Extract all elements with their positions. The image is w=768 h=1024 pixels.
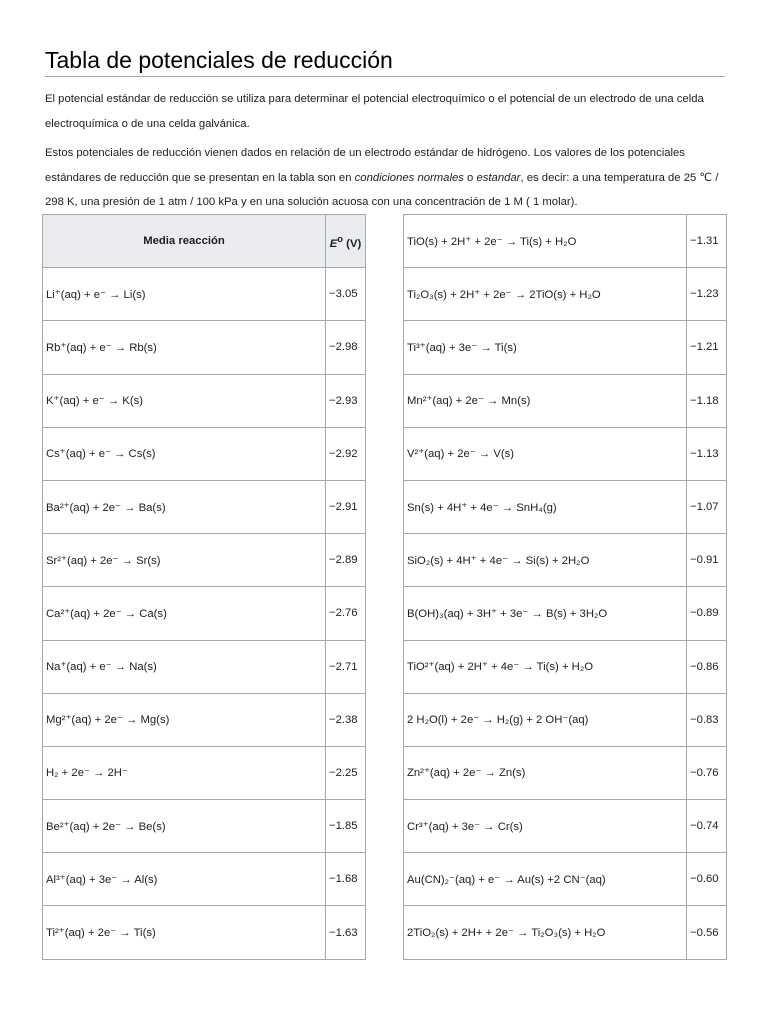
table-row — [43, 427, 366, 480]
page-title: Tabla de potenciales de reducción — [45, 46, 725, 77]
potential-cell: −0.60 — [687, 853, 727, 906]
table-row — [43, 693, 366, 746]
table-row — [43, 800, 366, 853]
table-row — [404, 268, 727, 321]
potential-sup: o — [337, 232, 344, 244]
potential-cell: −1.18 — [687, 374, 727, 427]
table-row — [43, 746, 366, 799]
table-row — [404, 480, 727, 533]
table-row — [43, 853, 366, 906]
table-row — [404, 587, 727, 640]
reaction-cell: Na⁺(aq) + e⁻ → Na(s) — [43, 640, 326, 693]
reaction-cell: Ti₂O₃(s) + 2H⁺ + 2e⁻ → 2TiO(s) + H₂O — [404, 268, 687, 321]
table-row — [404, 640, 727, 693]
reaction-cell: Be²⁺(aq) + 2e⁻ → Be(s) — [43, 800, 326, 853]
potential-cell: −1.21 — [687, 321, 727, 374]
potential-cell: −1.68 — [326, 853, 366, 906]
potential-cell: −0.89 — [687, 587, 727, 640]
reaction-cell: Sr²⁺(aq) + 2e⁻ → Sr(s) — [43, 534, 326, 587]
potential-cell: −0.74 — [687, 800, 727, 853]
reaction-cell: TiO²⁺(aq) + 2H⁺ + 4e⁻ → Ti(s) + H₂O — [404, 640, 687, 693]
table-row — [43, 321, 366, 374]
potential-symbol: E — [329, 237, 338, 250]
table-row — [404, 534, 727, 587]
potential-cell: −2.76 — [326, 587, 366, 640]
reaction-cell: Ba²⁺(aq) + 2e⁻ → Ba(s) — [43, 480, 326, 533]
potentials-table-right — [403, 214, 727, 960]
conditions-paragraph — [45, 141, 735, 215]
table-row — [43, 587, 366, 640]
potential-cell: −2.98 — [326, 321, 366, 374]
reaction-cell: Al³⁺(aq) + 3e⁻ → Al(s) — [43, 853, 326, 906]
table-row — [404, 321, 727, 374]
header-potential — [326, 215, 366, 268]
reaction-cell: Cs⁺(aq) + e⁻ → Cs(s) — [43, 427, 326, 480]
potential-cell: −2.91 — [326, 480, 366, 533]
potential-cell: −0.91 — [687, 534, 727, 587]
table-row — [404, 800, 727, 853]
table-row — [404, 374, 727, 427]
conditions-text-1: Estos potenciales de reducción vienen dados en relación de un electrodo estándar de hidrógeno. Los valores de los potenciales estándares de reducción que se presentan en la tabla son en — [45, 147, 685, 184]
potential-unit: (V) — [343, 237, 362, 250]
reaction-cell: Zn²⁺(aq) + 2e⁻ → Zn(s) — [404, 746, 687, 799]
reaction-cell: Cr³⁺(aq) + 3e⁻ → Cr(s) — [404, 800, 687, 853]
header-reaction: Media reacción — [43, 215, 326, 268]
reaction-cell: H₂ + 2e⁻ → 2H⁻ — [43, 746, 326, 799]
reaction-cell: 2 H₂O(l) + 2e⁻ → H₂(g) + 2 OH⁻(aq) — [404, 693, 687, 746]
reaction-cell: Ti²⁺(aq) + 2e⁻ → Ti(s) — [43, 906, 326, 959]
potential-cell: −2.25 — [326, 746, 366, 799]
table-header-row — [43, 215, 366, 268]
potential-cell: −0.86 — [687, 640, 727, 693]
potentials-table-left — [42, 214, 366, 960]
potential-cell: −2.38 — [326, 693, 366, 746]
table-row — [404, 427, 727, 480]
potential-cell: −1.23 — [687, 268, 727, 321]
table-row — [404, 746, 727, 799]
reaction-cell: Sn(s) + 4H⁺ + 4e⁻ → SnH₄(g) — [404, 480, 687, 533]
potential-cell: −1.07 — [687, 480, 727, 533]
reaction-cell: Au(CN)₂⁻(aq) + e⁻ → Au(s) +2 CN⁻(aq) — [404, 853, 687, 906]
potential-cell: −3.05 — [326, 268, 366, 321]
potential-cell: −1.63 — [326, 906, 366, 959]
conditions-text-2: o — [463, 171, 477, 184]
table-row — [404, 693, 727, 746]
potential-cell: −2.89 — [326, 534, 366, 587]
conditions-text-3: , es decir: a una temperatura de 25 ℃ / 298 K, una presión de 1 atm / 100 kPa y en una solución acuosa con una concentración de 1 M ( 1 molar). — [45, 171, 719, 208]
link-condiciones-normales[interactable]: condiciones normales — [354, 171, 464, 184]
potential-cell: −1.85 — [326, 800, 366, 853]
reaction-cell: 2TiO₂(s) + 2H+ + 2e⁻ → Ti₂O₃(s) + H₂O — [404, 906, 687, 959]
potential-cell: −2.71 — [326, 640, 366, 693]
table-row — [43, 640, 366, 693]
reaction-cell: Mn²⁺(aq) + 2e⁻ → Mn(s) — [404, 374, 687, 427]
potential-cell: −0.56 — [687, 906, 727, 959]
potential-cell: −0.83 — [687, 693, 727, 746]
potential-cell: −0.76 — [687, 746, 727, 799]
table-row — [404, 906, 727, 959]
potential-cell: −1.31 — [687, 215, 727, 268]
reaction-cell: V²⁺(aq) + 2e⁻ → V(s) — [404, 427, 687, 480]
reaction-cell: B(OH)₃(aq) + 3H⁺ + 3e⁻ → B(s) + 3H₂O — [404, 587, 687, 640]
table-row — [43, 268, 366, 321]
potential-cell: −2.92 — [326, 427, 366, 480]
table-row — [43, 480, 366, 533]
intro-paragraph: El potencial estándar de reducción se utiliza para determinar el potencial electroquímico o el potencial de un electrodo de una celda electroquímica o de una celda galvánica. — [45, 93, 704, 130]
reaction-cell: TiO(s) + 2H⁺ + 2e⁻ → Ti(s) + H₂O — [404, 215, 687, 268]
reaction-cell: Ca²⁺(aq) + 2e⁻ → Ca(s) — [43, 587, 326, 640]
table-row — [43, 374, 366, 427]
potential-cell: −1.13 — [687, 427, 727, 480]
link-estandar[interactable]: estandar — [476, 171, 521, 184]
table-row — [43, 534, 366, 587]
table-row — [43, 906, 366, 959]
table-row — [404, 853, 727, 906]
table-row — [404, 215, 727, 268]
reaction-cell: Li⁺(aq) + e⁻ → Li(s) — [43, 268, 326, 321]
reaction-cell: Rb⁺(aq) + e⁻ → Rb(s) — [43, 321, 326, 374]
potential-cell: −2.93 — [326, 374, 366, 427]
reaction-cell: K⁺(aq) + e⁻ → K(s) — [43, 374, 326, 427]
reaction-cell: Mg²⁺(aq) + 2e⁻ → Mg(s) — [43, 693, 326, 746]
reaction-cell: SiO₂(s) + 4H⁺ + 4e⁻ → Si(s) + 2H₂O — [404, 534, 687, 587]
reaction-cell: Ti³⁺(aq) + 3e⁻ → Ti(s) — [404, 321, 687, 374]
